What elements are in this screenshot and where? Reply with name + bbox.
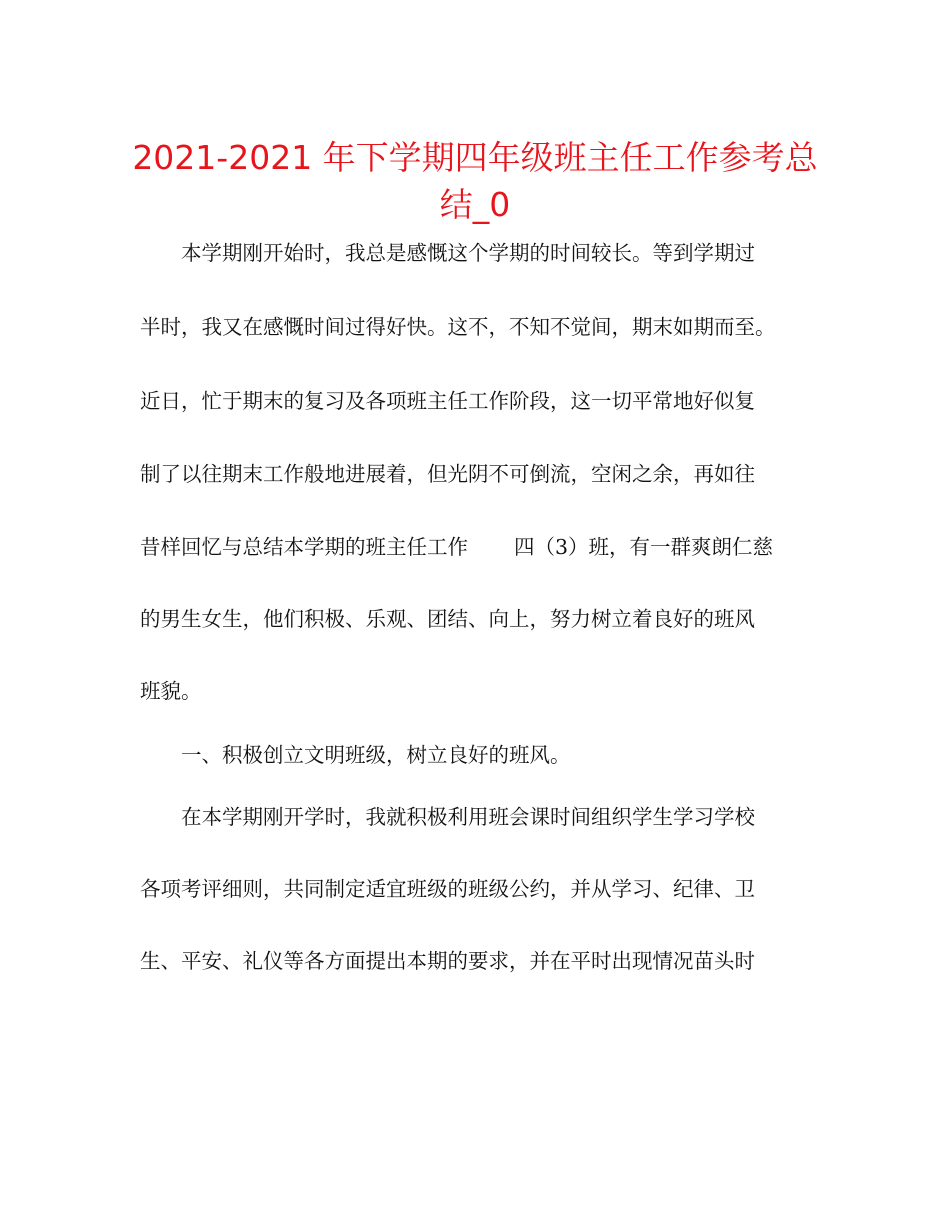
paragraph-line: 各项考评细则，共同制定适宜班级的班级公约，并从学习、纪律、卫 <box>140 877 755 901</box>
paragraph-line: 的男生女生，他们积极、乐观、团结、向上，努力树立着良好的班风 <box>140 607 755 631</box>
section-heading: 一、积极创立文明班级，树立良好的班风。 <box>140 743 571 767</box>
paragraph-line: 近日，忙于期末的复习及各项班主任工作阶段，这一切平常地好似复 <box>140 389 755 413</box>
document-title-line-1: 2021-2021 年下学期四年级班主任工作参考总 <box>132 138 818 177</box>
paragraph-line: 制了以往期末工作般地进展着，但光阴不可倒流，空闲之余，再如往 <box>140 462 755 486</box>
paragraph-line: 在本学期刚开学时，我就积极利用班会课时间组织学生学习学校 <box>140 805 755 829</box>
document-title-line-2: 结_0 <box>439 185 511 224</box>
paragraph-line: 本学期刚开始时，我总是感慨这个学期的时间较长。等到学期过 <box>140 241 755 265</box>
paragraph-line-part-2: 四（3）班，有一群爽朗仁慈 <box>514 535 774 559</box>
paragraph-line-split <box>140 532 820 562</box>
paragraph-line: 生、平安、礼仪等各方面提出本期的要求，并在平时出现情况苗头时 <box>140 949 755 973</box>
paragraph-line-part-1: 昔样回忆与总结本学期的班主任工作 <box>140 535 468 559</box>
paragraph-line: 半时，我又在感慨时间过得好快。这不，不知不觉间，期末如期而至。 <box>140 315 776 339</box>
paragraph-line: 班貌。 <box>140 679 202 703</box>
